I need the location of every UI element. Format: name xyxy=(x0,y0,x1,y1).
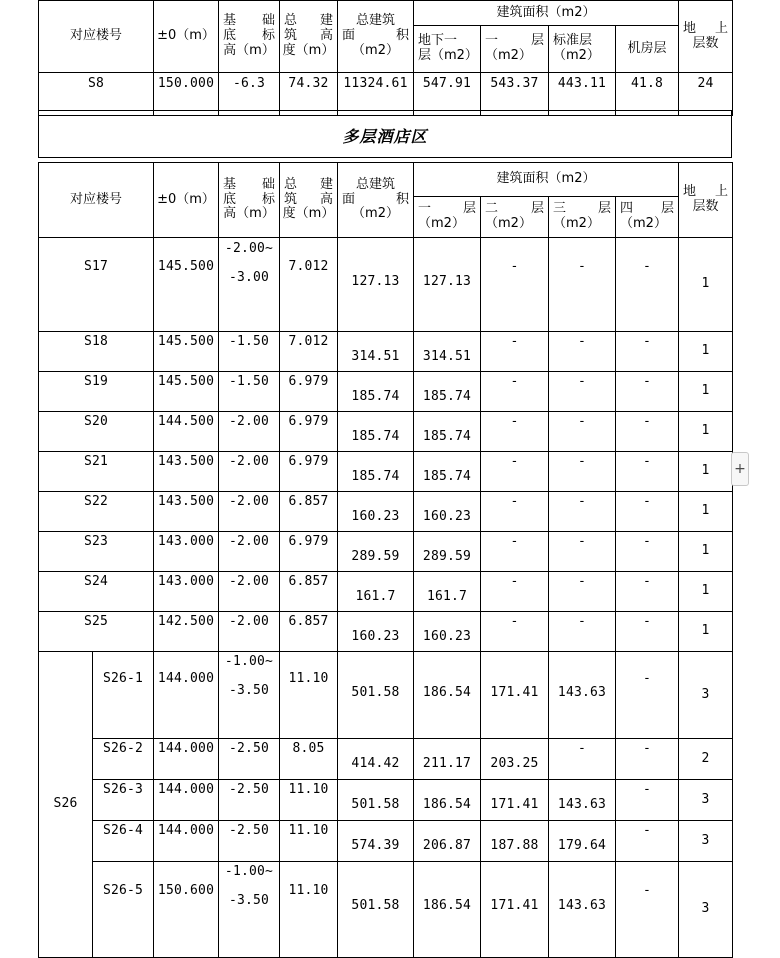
cell-area-floor-1: 127.13 xyxy=(414,238,481,332)
cell-area-floor-3: - xyxy=(549,332,616,372)
cell-area-floor-1: 186.54 xyxy=(414,862,481,958)
table-row xyxy=(39,862,733,958)
cell-area-floor-3: 179.64 xyxy=(549,821,616,862)
cell-area-floor-3: - xyxy=(549,238,616,332)
cell-total-height: 74.32 xyxy=(280,73,338,116)
header-line: （m2） xyxy=(418,216,465,231)
cell-area-floor-4: - xyxy=(616,612,679,652)
table-row xyxy=(39,452,733,492)
cell-building-no: S25 xyxy=(39,612,154,652)
cell-area-floor-4: - xyxy=(616,238,679,332)
section-title-table xyxy=(38,110,732,158)
cell-foundation-elevation: -2.00 xyxy=(219,492,280,532)
cell-area-floor-3: - xyxy=(549,412,616,452)
cell-total-area: 161.7 xyxy=(338,572,414,612)
cell-area-floor-4: - xyxy=(616,372,679,412)
cell-area-floor-1: 160.23 xyxy=(414,492,481,532)
cell-area-floor-2: - xyxy=(481,412,549,452)
cell-building-no: S24 xyxy=(39,572,154,612)
cell-zero-level: 142.500 xyxy=(154,612,219,652)
cell-floors-above: 1 xyxy=(679,372,733,412)
cell-zero-level: 144.500 xyxy=(154,412,219,452)
cell-area-floor-3: - xyxy=(549,572,616,612)
header-line: 地 上 xyxy=(683,20,728,36)
header-line: 度（m） xyxy=(282,42,335,58)
cell-foundation-elevation: -2.00 xyxy=(219,412,280,452)
cell-floors-above: 3 xyxy=(679,862,733,958)
cell-area-floor-1: 161.7 xyxy=(414,572,481,612)
cell-floors-above: 3 xyxy=(679,780,733,821)
cell-total-area: 501.58 xyxy=(338,780,414,821)
header-line: 标准层 xyxy=(553,33,593,49)
header-line: （m2） xyxy=(620,216,667,231)
cell-area-machine-room: 41.8 xyxy=(616,73,679,116)
cell-area-floor-3: - xyxy=(549,612,616,652)
cell-zero-level: 143.500 xyxy=(154,492,219,532)
header-sub-basement-1 xyxy=(414,26,481,73)
header-line: 高（m） xyxy=(223,42,275,58)
header-line: （m2） xyxy=(485,48,532,63)
header-line: 二 层 xyxy=(485,201,545,217)
cell-area-floor-2: - xyxy=(481,372,549,412)
cell-area-floor-4: - xyxy=(616,739,679,780)
header-line: 面 积 xyxy=(342,28,409,44)
table-row xyxy=(39,821,733,862)
cell-total-height: 11.10 xyxy=(280,652,338,739)
header-zero-level: ±0（m） xyxy=(154,1,219,73)
cell-building-no: S21 xyxy=(39,452,154,492)
header-line: 面 积 xyxy=(342,191,410,207)
header-line: 筑 高 xyxy=(284,28,333,44)
table-row xyxy=(39,412,733,452)
cell-foundation-elevation: -2.00 xyxy=(219,612,280,652)
cell-total-height: 6.979 xyxy=(280,372,338,412)
header-total-height xyxy=(280,163,338,238)
header-building-no: 对应楼号 xyxy=(39,1,154,73)
cell-area-floor-1: 185.74 xyxy=(414,372,481,412)
cell-total-height: 6.857 xyxy=(280,612,338,652)
cell-total-area: 501.58 xyxy=(338,862,414,958)
cell-total-height: 11.10 xyxy=(280,862,338,958)
cell-area-floor-1: 314.51 xyxy=(414,332,481,372)
header-line: （m2） xyxy=(553,48,600,63)
cell-foundation-elevation: -2.50 xyxy=(219,780,280,821)
cell-total-area: 414.42 xyxy=(338,739,414,780)
header-area-group: 建筑面积（m2） xyxy=(414,1,679,26)
cell-area-floor-1: 543.37 xyxy=(481,73,549,116)
cell-total-area: 314.51 xyxy=(338,332,414,372)
cell-foundation-elevation: -1.50 xyxy=(219,332,280,372)
cell-building-no: S19 xyxy=(39,372,154,412)
header-sub-floor-3 xyxy=(549,197,616,238)
table-row xyxy=(39,652,733,739)
table-row xyxy=(39,572,733,612)
header-sub-machine-room xyxy=(616,26,679,73)
cell-foundation-elevation xyxy=(219,862,280,958)
table-row xyxy=(39,372,733,412)
cell-zero-level: 143.000 xyxy=(154,532,219,572)
cell-foundation-elevation: -2.50 xyxy=(219,739,280,780)
header-line: 机房层 xyxy=(627,40,667,56)
elevation-to: -3.50 xyxy=(228,682,270,698)
cell-area-standard-floor: 443.11 xyxy=(549,73,616,116)
cell-total-height: 7.012 xyxy=(280,238,338,332)
cell-total-height: 11.10 xyxy=(280,780,338,821)
cell-building-no: S17 xyxy=(39,238,154,332)
cell-area-floor-4: - xyxy=(616,532,679,572)
cell-area-floor-3: - xyxy=(549,452,616,492)
cell-zero-level: 145.500 xyxy=(154,372,219,412)
cell-area-floor-4: - xyxy=(616,452,679,492)
cell-area-floor-2: 171.41 xyxy=(481,652,549,739)
cell-zero-level: 144.000 xyxy=(154,739,219,780)
cell-building-no: S26-1 xyxy=(93,652,154,739)
section-title: 多层酒店区 xyxy=(342,127,428,147)
cell-floors-above: 1 xyxy=(679,332,733,372)
cell-area-floor-2: - xyxy=(481,332,549,372)
cell-foundation-elevation: -2.00 xyxy=(219,572,280,612)
cell-area-floor-4: - xyxy=(616,412,679,452)
header-line: 地下一 xyxy=(418,33,458,49)
header-line: 三 层 xyxy=(553,201,612,217)
cell-zero-level: 145.500 xyxy=(154,238,219,332)
header-line: 基 础 xyxy=(223,13,275,29)
cell-foundation-elevation: -2.00 xyxy=(219,452,280,492)
cell-zero-level: 144.000 xyxy=(154,780,219,821)
cell-floors-above: 1 xyxy=(679,492,733,532)
header-total-area xyxy=(338,1,414,73)
cell-total-area: 185.74 xyxy=(338,372,414,412)
cell-area-floor-4: - xyxy=(616,652,679,739)
elevation-from: -1.00~ xyxy=(224,864,274,879)
cell-building-no: S26-4 xyxy=(93,821,154,862)
header-line: （m2） xyxy=(553,216,600,231)
cell-zero-level: 143.000 xyxy=(154,572,219,612)
cell-floors-above: 1 xyxy=(679,532,733,572)
header-line: （m2） xyxy=(352,206,399,222)
header-line: 总建筑 xyxy=(355,13,395,29)
cell-floors-above: 3 xyxy=(679,652,733,739)
header-line: 底 标 xyxy=(223,191,276,207)
cell-area-floor-4: - xyxy=(616,821,679,862)
header-line: 总 建 xyxy=(284,176,334,192)
header-sub-standard-floor xyxy=(549,26,616,73)
cell-area-floor-4: - xyxy=(616,780,679,821)
cell-area-floor-2: - xyxy=(481,492,549,532)
cell-area-floor-1: 185.74 xyxy=(414,412,481,452)
header-line: 筑 高 xyxy=(284,191,334,207)
table-row xyxy=(39,532,733,572)
header-line: 基 础 xyxy=(223,176,276,192)
cell-total-area: 185.74 xyxy=(338,452,414,492)
header-line: 度（m） xyxy=(282,206,335,222)
cell-area-floor-2: 187.88 xyxy=(481,821,549,862)
elevation-from: -2.00~ xyxy=(224,241,274,256)
cell-group-label-s26: S26 xyxy=(39,652,93,958)
cell-area-floor-2: 171.41 xyxy=(481,780,549,821)
cell-area-basement-1: 547.91 xyxy=(414,73,481,116)
cell-building-no: S26-5 xyxy=(93,862,154,958)
table-row xyxy=(39,492,733,532)
cell-total-height: 11.10 xyxy=(280,821,338,862)
cell-total-area: 160.23 xyxy=(338,612,414,652)
table-row xyxy=(39,780,733,821)
table-row xyxy=(39,238,733,332)
cell-area-floor-4: - xyxy=(616,572,679,612)
cell-foundation-elevation: -2.50 xyxy=(219,821,280,862)
cell-area-floor-2: - xyxy=(481,572,549,612)
cell-area-floor-1: 211.17 xyxy=(414,739,481,780)
building-summary-table-2 xyxy=(38,162,733,958)
cell-area-floor-4: - xyxy=(616,332,679,372)
header-sub-floor-2 xyxy=(481,197,549,238)
header-line: 总建筑 xyxy=(356,176,396,192)
cell-total-area: 574.39 xyxy=(338,821,414,862)
cell-foundation-elevation: -2.00 xyxy=(219,532,280,572)
cell-area-floor-4: - xyxy=(616,862,679,958)
cell-foundation-elevation: -6.3 xyxy=(219,73,280,116)
cell-area-floor-3: 143.63 xyxy=(549,652,616,739)
cell-building-no: S22 xyxy=(39,492,154,532)
cell-area-floor-2: - xyxy=(481,238,549,332)
cell-total-area: 501.58 xyxy=(338,652,414,739)
cell-foundation-elevation xyxy=(219,652,280,739)
header-floors-above xyxy=(679,163,733,238)
cell-floors-above: 1 xyxy=(679,612,733,652)
cell-total-height: 6.857 xyxy=(280,572,338,612)
header-line: 层数 xyxy=(692,199,719,214)
header-line: 地 上 xyxy=(683,184,729,200)
cell-building-no: S8 xyxy=(39,73,154,116)
table-row xyxy=(39,332,733,372)
cell-total-area: 160.23 xyxy=(338,492,414,532)
cell-area-floor-3: - xyxy=(549,739,616,780)
cell-area-floor-2: 171.41 xyxy=(481,862,549,958)
cell-floors-above: 2 xyxy=(679,739,733,780)
cell-area-floor-3: - xyxy=(549,492,616,532)
cell-area-floor-2: 203.25 xyxy=(481,739,549,780)
header-area-group: 建筑面积（m2） xyxy=(414,163,679,197)
cell-zero-level: 144.000 xyxy=(154,821,219,862)
cell-zero-level: 144.000 xyxy=(154,652,219,739)
cell-area-floor-2: - xyxy=(481,532,549,572)
header-sub-floor-1 xyxy=(414,197,481,238)
cell-building-no: S18 xyxy=(39,332,154,372)
cell-building-no: S23 xyxy=(39,532,154,572)
header-sub-floor-4 xyxy=(616,197,679,238)
building-summary-table-1 xyxy=(38,0,733,116)
section-title-row xyxy=(39,111,732,158)
cell-total-height: 6.857 xyxy=(280,492,338,532)
cell-building-no: S26-2 xyxy=(93,739,154,780)
header-foundation-elevation xyxy=(219,163,280,238)
cell-zero-level: 150.600 xyxy=(154,862,219,958)
cell-total-height: 7.012 xyxy=(280,332,338,372)
header-foundation-elevation xyxy=(219,1,280,73)
cell-total-area: 185.74 xyxy=(338,412,414,452)
header-sub-floor-1 xyxy=(481,26,549,73)
cell-floors-above: 24 xyxy=(679,73,733,116)
header-total-height xyxy=(280,1,338,73)
elevation-to: -3.50 xyxy=(228,892,270,908)
header-line: （m2） xyxy=(485,216,532,231)
cell-area-floor-3: - xyxy=(549,532,616,572)
cell-total-area: 127.13 xyxy=(338,238,414,332)
table-row xyxy=(39,739,733,780)
header-zero-level: ±0（m） xyxy=(154,163,219,238)
cell-area-floor-1: 206.87 xyxy=(414,821,481,862)
cell-area-floor-2: - xyxy=(481,452,549,492)
cell-area-floor-3: 143.63 xyxy=(549,780,616,821)
cell-zero-level: 145.500 xyxy=(154,332,219,372)
cell-total-height: 6.979 xyxy=(280,452,338,492)
cell-area-floor-1: 289.59 xyxy=(414,532,481,572)
cell-area-floor-1: 186.54 xyxy=(414,652,481,739)
header-line: 一 层 xyxy=(418,201,477,217)
cell-building-no: S26-3 xyxy=(93,780,154,821)
header-building-no: 对应楼号 xyxy=(39,163,154,238)
cell-foundation-elevation: -1.50 xyxy=(219,372,280,412)
cell-area-floor-4: - xyxy=(616,492,679,532)
header-line: 一 层 xyxy=(485,33,544,49)
cell-building-no: S20 xyxy=(39,412,154,452)
plus-icon: + xyxy=(734,461,746,477)
cell-area-floor-3: 143.63 xyxy=(549,862,616,958)
cell-total-height: 8.05 xyxy=(280,739,338,780)
cell-zero-level: 150.000 xyxy=(154,73,219,116)
elevation-from: -1.00~ xyxy=(224,654,274,669)
cell-zero-level: 143.500 xyxy=(154,452,219,492)
cell-floors-above: 1 xyxy=(679,412,733,452)
header-line: 底 标 xyxy=(223,28,275,44)
cell-total-area: 289.59 xyxy=(338,532,414,572)
cell-floors-above: 1 xyxy=(679,572,733,612)
header-line: （m2） xyxy=(352,42,399,58)
cell-total-height: 6.979 xyxy=(280,412,338,452)
elevation-to: -3.00 xyxy=(228,269,270,285)
cell-floors-above: 3 xyxy=(679,821,733,862)
header-total-area xyxy=(338,163,414,238)
section-title-cell xyxy=(39,111,732,158)
cell-floors-above: 1 xyxy=(679,452,733,492)
cell-area-floor-1: 185.74 xyxy=(414,452,481,492)
header-line: 层数 xyxy=(692,35,719,51)
cell-total-area: 11324.61 xyxy=(338,73,414,116)
header-line: 层（m2） xyxy=(418,48,478,63)
cell-total-height: 6.979 xyxy=(280,532,338,572)
header-floors-above xyxy=(679,1,733,73)
table-row xyxy=(39,612,733,652)
header-line: 高（m） xyxy=(223,206,275,222)
table2-header-row-top xyxy=(39,163,733,197)
header-line: 总 建 xyxy=(284,13,333,29)
cell-foundation-elevation xyxy=(219,238,280,332)
expand-plus-button[interactable] xyxy=(731,452,749,486)
cell-area-floor-1: 186.54 xyxy=(414,780,481,821)
cell-area-floor-1: 160.23 xyxy=(414,612,481,652)
header-line: 四 层 xyxy=(620,201,675,217)
table-header-row-top xyxy=(39,1,733,26)
cell-area-floor-2: - xyxy=(481,612,549,652)
cell-floors-above: 1 xyxy=(679,238,733,332)
cell-area-floor-3: - xyxy=(549,372,616,412)
